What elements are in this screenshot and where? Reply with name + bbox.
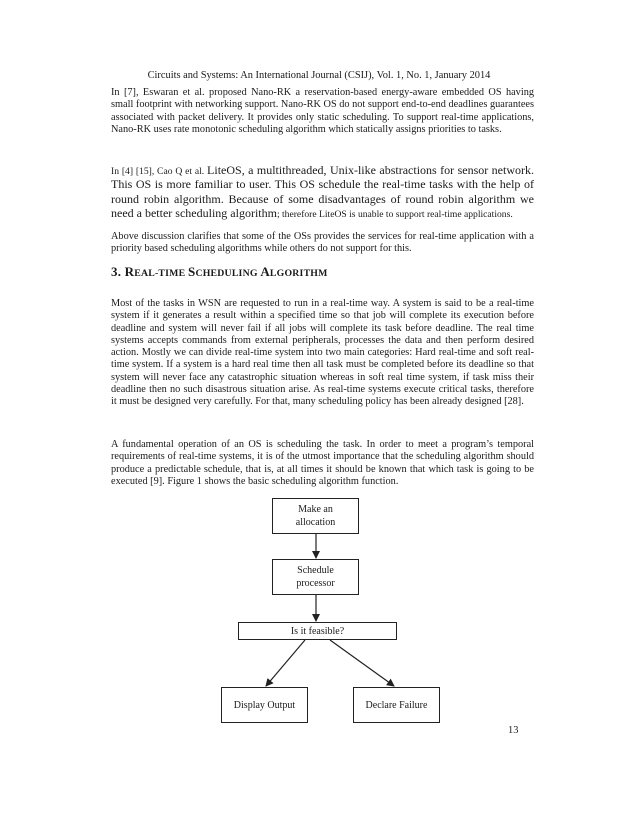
- flow-box-label: Schedule processor: [296, 565, 335, 589]
- flow-box-display-output: [221, 687, 308, 723]
- flow-box-label: Make an allocation: [295, 504, 336, 528]
- section-title-part: LGORITHM: [269, 268, 328, 279]
- journal-header: Circuits and Systems: An International Journal (CSIJ), Vol. 1, No. 1, January 2014: [147, 70, 491, 81]
- section-title-part: R: [124, 264, 135, 279]
- paragraph-lead: In [4] [15], Cao Q et al.: [111, 166, 208, 177]
- flow-box-schedule-processor: [272, 559, 359, 595]
- flow-box-make-allocation: [272, 498, 359, 534]
- section-title-part: A: [260, 264, 270, 279]
- flow-box-is-feasible: [238, 622, 397, 640]
- paragraph-text: In [7], Eswaran et al. proposed Nano-RK a reservation-based energy-aware embedded OS having small footprint with networking support. Nano-RK OS do not support end-to-end deadlines guarantees associated with packet delivery. It provides only static scheduling. To support real-time applications, Nano-RK uses rate monotonic scheduling algorithm which statically assigns priorities to tasks.: [111, 87, 534, 135]
- section-title-part: EAL: [134, 268, 155, 279]
- arrow-feasible-to-display: [266, 640, 305, 686]
- flow-box-label: Display Output: [233, 699, 296, 711]
- paragraph-text: A fundamental operation of an OS is scheduling the task. In order to meet a program’s temporal requirements of real-time systems, it is of the utmost importance that the scheduling algorithm should produce a predictable schedule, that is, at all times it should be known that which task is going to be executed [9]. Figure 1 shows the basic scheduling algorithm function.: [111, 439, 534, 487]
- paragraph-text: Most of the tasks in WSN are requested to run in a real-time way. A system is said to be a real-time system if it generates a result within a specified time so that job will complete its execution before deadline and system will never fail if all jobs will complete its task before deadline. The real time systems accepts commands from external peripherals, processes the data and then perform desired action. Mostly we can divide real-time system into two main categories: Hard real-time and soft real-time system. If a system is a hard real time then all task must be completed before its deadline so that system will never face any catastrophic situation whereas in soft real time system, if task miss their deadline then no such disastrous situation arise. As real-time systems execute critical tasks, therefore it must be designed very carefully. For that, many scheduling policy has been already designed [28].: [111, 298, 534, 408]
- paragraph-tail: ; therefore LiteOS is unable to support real-time applications.: [276, 208, 513, 220]
- arrow-feasible-to-failure: [330, 640, 394, 686]
- flow-box-label: Declare Failure: [365, 699, 428, 711]
- flow-box-declare-failure: [353, 687, 440, 723]
- page-number: 13: [508, 725, 519, 736]
- section-title-part: CHEDULING: [195, 268, 261, 279]
- section-number: 3.: [111, 264, 125, 279]
- section-title-part: S: [188, 264, 196, 279]
- flow-box-label: Is it feasible?: [290, 625, 345, 637]
- paragraph-main: LiteOS, a multithreaded, Unix-like abstractions for sensor network. This OS is more familiar to user. This OS schedule the real-time tasks with the help of round robin algorithm. Because of some disadvantages of round robin algorithm we need a better scheduling algorithm: [111, 163, 534, 220]
- paragraph-text: Above discussion clarifies that some of the OSs provides the services for real-time application with a priority based scheduling algorithms while others do not support for this.: [111, 231, 534, 255]
- section-title-part: -TIME: [154, 268, 188, 279]
